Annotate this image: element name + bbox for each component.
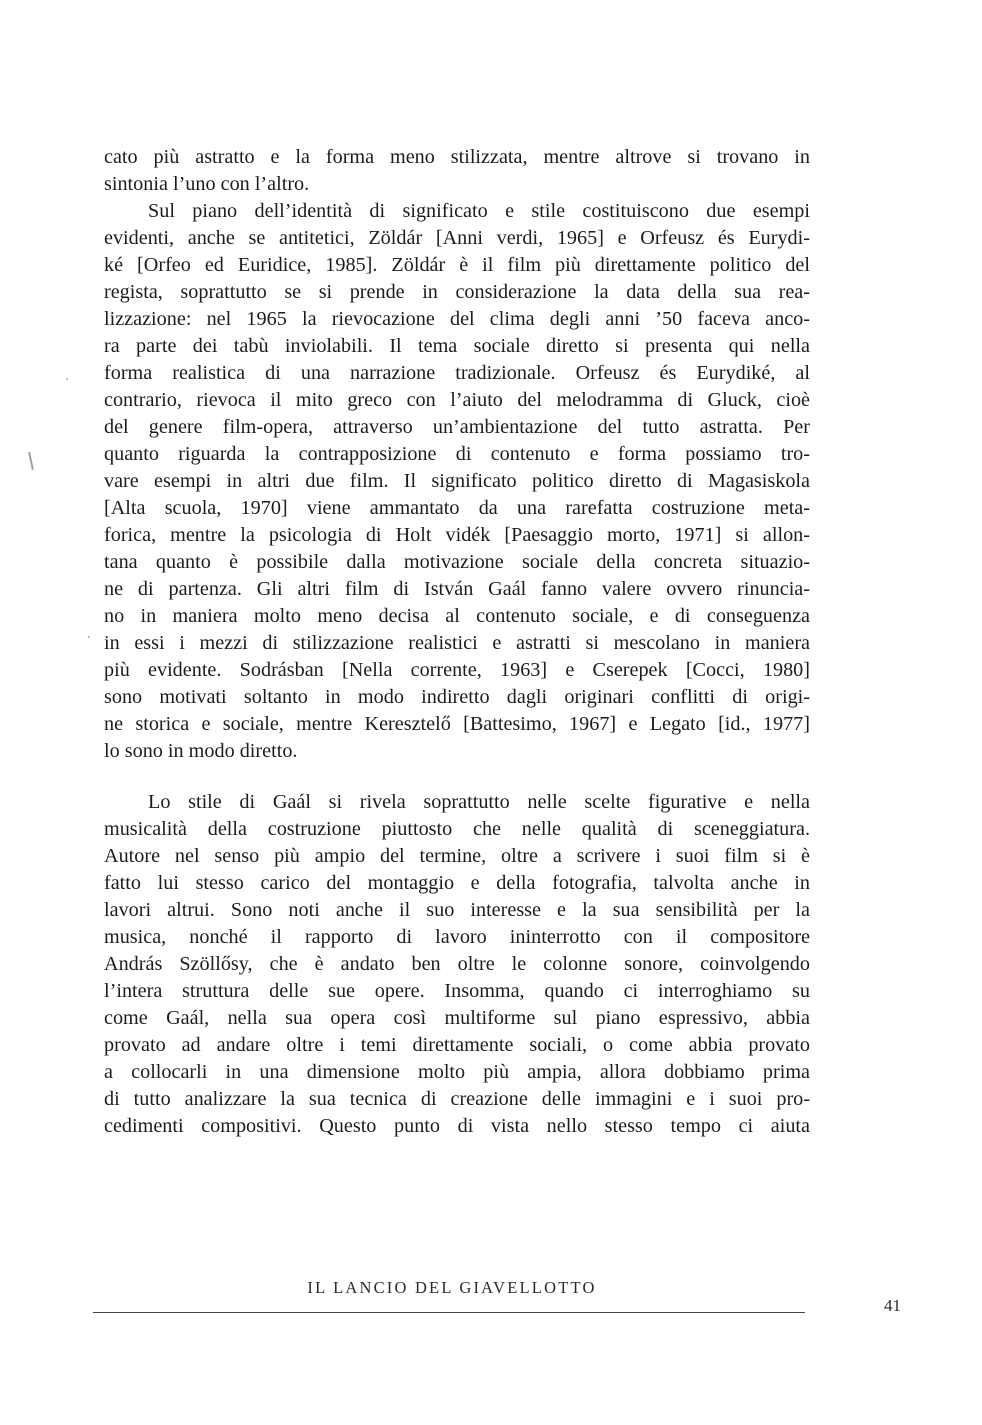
page-number: 41: [884, 1296, 901, 1315]
text-line: l’intera struttura delle sue opere. Insomma, quando ci interroghiamo su: [104, 980, 810, 1002]
margin-pencil-mark: [28, 452, 34, 470]
footer-rule: [93, 1312, 805, 1313]
text-line: András Szöllősy, che è andato ben oltre le colonne sonore, coinvolgendo: [104, 953, 810, 975]
text-line: vare esempi in altri due film. Il significato politico diretto di Magasiskola: [104, 470, 810, 492]
text-line: forica, mentre la psicologia di Holt vidék [Paesaggio morto, 1971] si allon-: [104, 524, 810, 546]
text-line: Autore nel senso più ampio del termine, oltre a scrivere i suoi film si è: [104, 845, 810, 867]
text-line: cato più astratto e la forma meno stilizzata, mentre altrove si trovano in: [104, 146, 810, 168]
body-text: [104, 144, 810, 1140]
text-line: [Alta scuola, 1970] viene ammantato da una rarefatta costruzione meta-: [104, 497, 810, 519]
text-line: come Gaál, nella sua opera così multiforme sul piano espressivo, abbia: [104, 1007, 810, 1029]
text-line: ra parte dei tabù inviolabili. Il tema sociale diretto si presenta qui nella: [104, 335, 810, 357]
text-line: quanto riguarda la contrapposizione di contenuto e forma possiamo tro-: [104, 443, 810, 465]
text-line: ne storica e sociale, mentre Keresztelő [Battesimo, 1967] e Legato [id., 1977]: [104, 713, 810, 735]
paragraph-gap: [104, 765, 810, 789]
text-line: contrario, rievoca il mito greco con l’aiuto del melodramma di Gluck, cioè: [104, 389, 810, 411]
text-line: cedimenti compositivi. Questo punto di vista nello stesso tempo ci aiuta: [104, 1115, 810, 1137]
text-line: provato ad andare oltre i temi direttamente sociali, o come abbia provato: [104, 1034, 810, 1056]
text-line: sono motivati soltanto in modo indiretto dagli originari conflitti di origi-: [104, 686, 810, 708]
text-line: evidenti, anche se antitetici, Zöldár [Anni verdi, 1965] e Orfeusz és Eurydi-: [104, 227, 810, 249]
text-line: lizzazione: nel 1965 la rievocazione del clima degli anni ’50 faceva anco-: [104, 308, 810, 330]
text-line: fatto lui stesso carico del montaggio e della fotografia, talvolta anche in: [104, 872, 810, 894]
text-line: più evidente. Sodrásban [Nella corrente, 1963] e Cserepek [Cocci, 1980]: [104, 659, 810, 681]
scan-speck: [88, 636, 90, 638]
text-line: sintonia l’uno con l’altro.: [104, 173, 310, 195]
text-line: forma realistica di una narrazione tradizionale. Orfeusz és Eurydiké, al: [104, 362, 810, 384]
text-line: regista, soprattutto se si prende in considerazione la data della sua rea-: [104, 281, 810, 303]
text-line: lavori altrui. Sono noti anche il suo interesse e la sua sensibilità per la: [104, 899, 810, 921]
text-line: lo sono in modo diretto.: [104, 740, 298, 762]
text-line: Sul piano dell’identità di significato e stile costituiscono due esempi: [148, 200, 810, 222]
scan-speck: [66, 378, 68, 380]
text-line: no in maniera molto meno decisa al contenuto sociale, e di conseguenza: [104, 605, 810, 627]
text-line: in essi i mezzi di stilizzazione realistici e astratti si mescolano in maniera: [104, 632, 810, 654]
text-line: a collocarli in una dimensione molto più ampia, allora dobbiamo prima: [104, 1061, 810, 1083]
text-line: musica, nonché il rapporto di lavoro ininterrotto con il compositore: [104, 926, 810, 948]
running-title: IL LANCIO DEL GIAVELLOTTO: [307, 1278, 597, 1297]
text-line: musicalità della costruzione piuttosto che nelle qualità di sceneggiatura.: [104, 818, 810, 840]
text-line: ké [Orfeo ed Euridice, 1985]. Zöldár è il film più direttamente politico del: [104, 254, 810, 276]
text-line: del genere film-opera, attraverso un’ambientazione del tutto astratta. Per: [104, 416, 810, 438]
text-line: di tutto analizzare la sua tecnica di creazione delle immagini e i suoi pro-: [104, 1088, 810, 1110]
text-line: ne di partenza. Gli altri film di István Gaál fanno valere ovvero rinuncia-: [104, 578, 810, 600]
text-line: tana quanto è possibile dalla motivazione sociale della concreta situazio-: [104, 551, 810, 573]
text-line: Lo stile di Gaál si rivela soprattutto nelle scelte figurative e nella: [148, 791, 810, 813]
